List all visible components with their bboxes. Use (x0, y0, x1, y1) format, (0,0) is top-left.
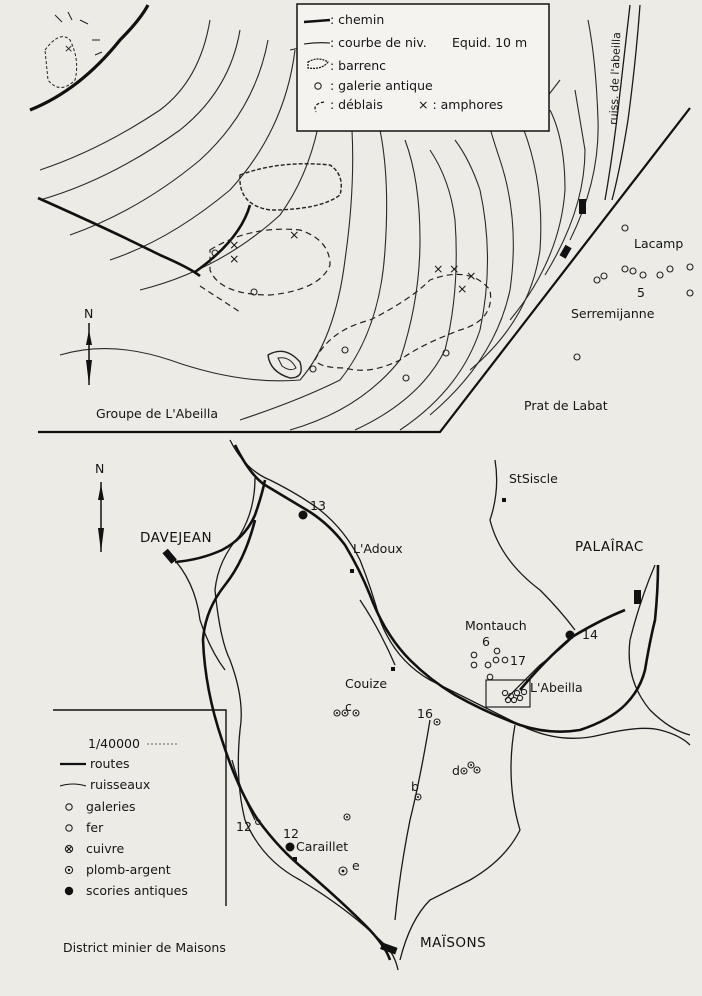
labeilla-label: L'Abeilla (530, 680, 583, 695)
top-legend (297, 4, 549, 131)
north-arrow-bottom (95, 461, 104, 552)
svg-text:×: × (449, 261, 460, 276)
svg-text:×: × (466, 268, 477, 283)
svg-text:1/40000: 1/40000 (88, 736, 140, 751)
groupe-label: Groupe de L'Abeilla (96, 406, 218, 421)
caraillet-label: Caraillet (296, 839, 349, 854)
stream-label: ruiss. de l'abeilla (607, 31, 624, 126)
deblais-outline-1 (210, 229, 330, 295)
plomb-argent-markers (334, 710, 480, 875)
e-label: e (352, 858, 360, 873)
svg-text:galeries: galeries (86, 799, 136, 814)
bottom-legend (53, 710, 226, 906)
svg-text:cuivre: cuivre (86, 841, 125, 856)
svg-text:: courbe de niv.: : courbe de niv. (330, 35, 427, 50)
b-label: b (411, 779, 419, 794)
corner-amphora-mark: × (64, 42, 74, 55)
barrenc-small (268, 351, 301, 378)
svg-text:N: N (95, 461, 105, 476)
svg-text:routes: routes (90, 756, 130, 771)
svg-text:×: × (289, 227, 300, 242)
settlement-markers (162, 498, 641, 954)
west-road (175, 480, 265, 562)
corner-thick-curve (30, 5, 148, 110)
svg-text:Equid. 10 m: Equid. 10 m (452, 35, 528, 50)
building-2 (560, 245, 572, 259)
c-label: c (345, 699, 352, 714)
num6-label: 6 (482, 634, 490, 649)
south-road (203, 520, 390, 960)
abeilla-cluster (502, 689, 526, 702)
svg-text:×: × (229, 237, 240, 252)
barrenc-small-inner (278, 358, 296, 370)
barrenc-shape (240, 164, 341, 210)
ladoux-label: L'Adoux (353, 541, 403, 556)
svg-text:scories antiques: scories antiques (86, 883, 188, 898)
svg-text:: chemin: : chemin (330, 12, 385, 27)
montauch-road (520, 610, 625, 690)
maisons-label: MAÏSONS (420, 935, 487, 951)
main-road (235, 445, 658, 732)
svg-text:ruisseaux: ruisseaux (90, 777, 151, 792)
serremijanne-label: Serremijanne (571, 306, 655, 321)
stsiscle-label: StSiscle (509, 471, 558, 486)
num16-label: 16 (417, 706, 433, 721)
svg-text:N: N (84, 306, 94, 321)
d-label: d (452, 763, 460, 778)
svg-text:×: × (229, 251, 240, 266)
svg-text:× : amphores: × : amphores (418, 97, 504, 112)
c-stream (395, 720, 430, 920)
svg-text:fer: fer (86, 820, 104, 835)
amphores-crosses (229, 227, 476, 296)
top-map (30, 4, 693, 432)
num14-label: 14 (582, 627, 598, 642)
num17-label: 17 (510, 653, 526, 668)
corner-hatch (55, 12, 102, 55)
montauch-galeries (256, 648, 508, 824)
prat-label: Prat de Labat (524, 398, 608, 413)
svg-text:plomb-argent: plomb-argent (86, 862, 171, 877)
num13-label: 13 (310, 498, 326, 513)
right-river (400, 725, 520, 960)
svg-text:: barrenc: : barrenc (330, 58, 387, 73)
chemin-road-upper (195, 205, 250, 272)
davejean-river (170, 555, 225, 670)
chemin-road (38, 198, 200, 276)
bottom-map (53, 440, 690, 970)
couize-label: Couize (345, 676, 388, 691)
svg-text:: galerie antique: : galerie antique (330, 78, 433, 93)
num12a-label: 12 (236, 819, 252, 834)
svg-text:×: × (457, 281, 468, 296)
num5-label: 5 (637, 285, 645, 300)
num12b-label: 12 (283, 826, 299, 841)
davejean-label: DAVEJEAN (140, 530, 213, 546)
building-1 (579, 199, 586, 214)
north-arrow-top (84, 306, 93, 385)
palairac-label: PALAÎRAC (575, 539, 644, 555)
top-map-frame (38, 108, 690, 432)
lacamp-label: Lacamp (634, 236, 684, 251)
montauch-label: Montauch (465, 618, 527, 633)
district-caption: District minier de Maisons (63, 940, 226, 955)
svg-text:×: × (433, 261, 444, 276)
svg-text:: déblais: : déblais (330, 97, 383, 112)
